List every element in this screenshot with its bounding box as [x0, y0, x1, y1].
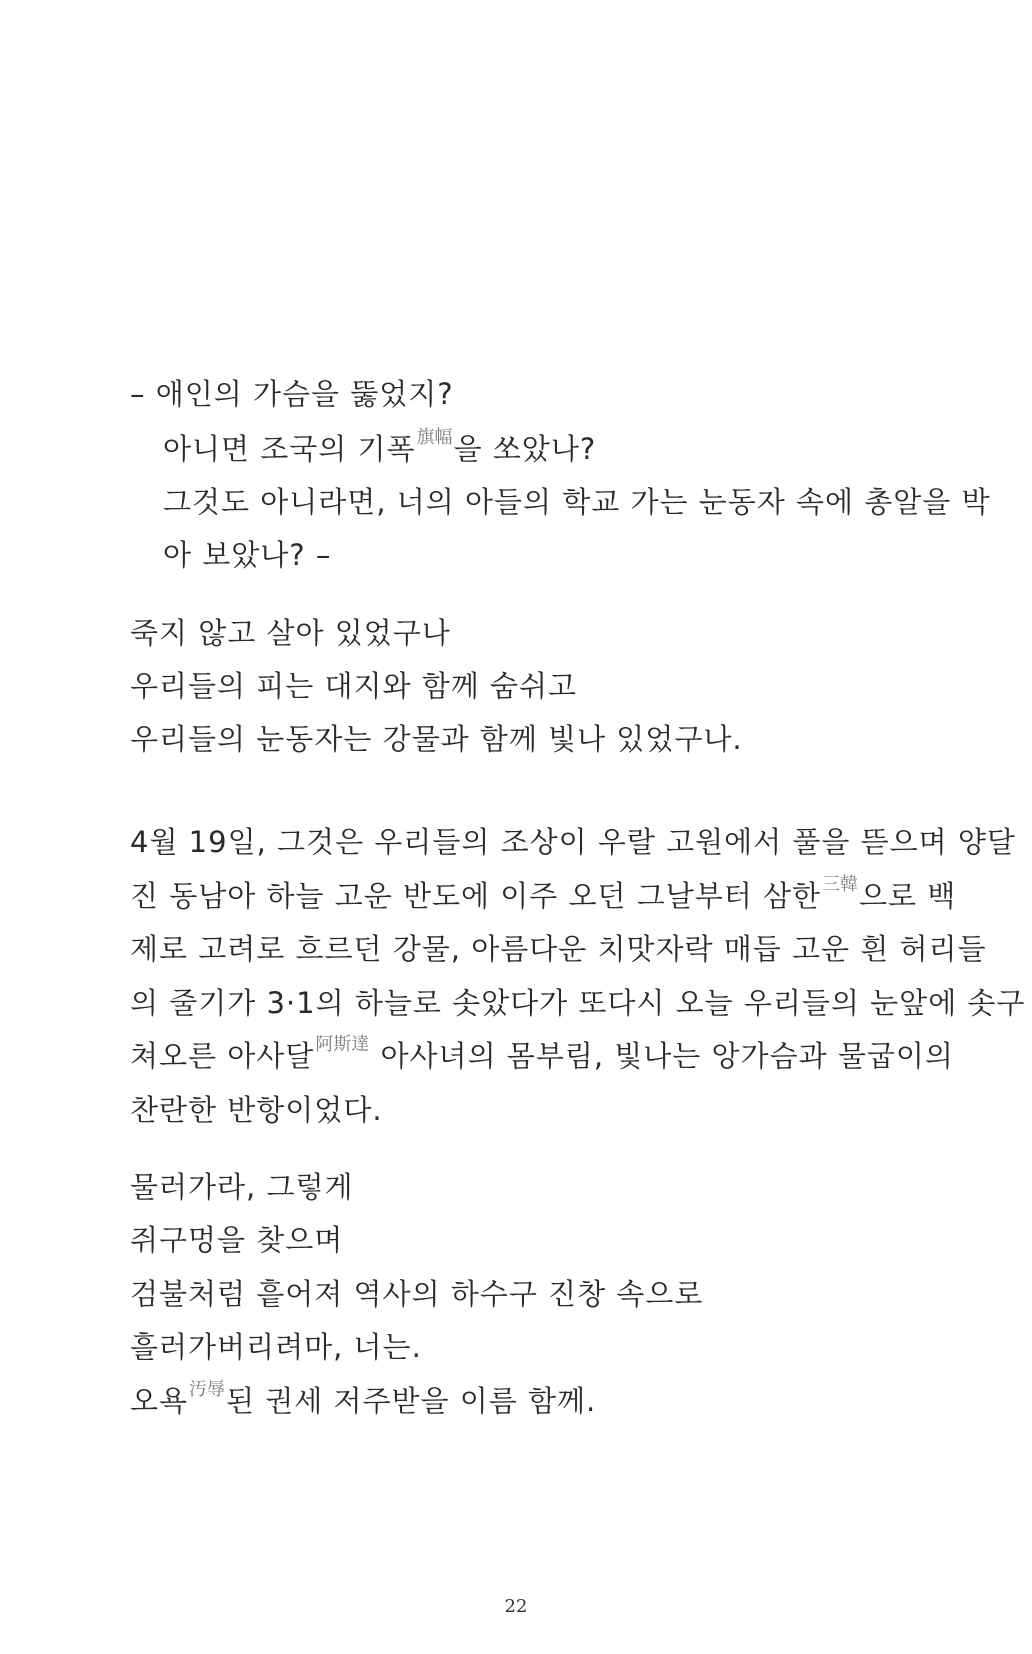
stanza2-line2: 우리들의 피는 대지와 함께 숨쉬고	[130, 669, 578, 703]
stanza3-line3: 제로 고려로 흐르던 강물, 아름다운 치맛자락 매듭 고운 흰 허리들	[130, 932, 987, 966]
stanza2-line1: 죽지 않고 살아 있었구나	[130, 616, 451, 650]
hanja-annotation: 阿斯達	[315, 1034, 370, 1055]
stanza1-line2: 아니면 조국의 기폭$^{旗幅}$을 쏘았나?	[163, 427, 597, 466]
stanza4-line1: 물러가라, 그렇게	[130, 1170, 354, 1204]
page-number: 22	[504, 1596, 528, 1617]
hanja-annotation: 三韓	[822, 874, 859, 895]
hanja-annotation: 旗幅	[416, 427, 453, 448]
stanza4-line3: 검불처럼 흩어져 역사의 하수구 진창 속으로	[130, 1277, 704, 1311]
stanza4-line2: 쥐구멍을 찾으며	[130, 1223, 344, 1257]
stanza3-line4: 의 줄기가 3·1의 하늘로 솟았다가 또다시 오늘 우리들의 눈앞에 솟구	[130, 986, 1026, 1020]
stanza3-line2: 진 동남아 하늘 고운 반도에 이주 오던 그날부터 삼한$^{三韓}$으로 백	[130, 874, 957, 913]
hanja-annotation: 汚辱	[189, 1379, 226, 1400]
stanza3-line1: 4월 19일, 그것은 우리들의 조상이 우랄 고원에서 풀을 뜯으며 양달	[130, 825, 1016, 859]
stanza1-line3: 그것도 아니라면, 너의 아들의 학교 가는 눈동자 속에 총알을 박	[163, 485, 991, 519]
stanza3-line5: 쳐오른 아사달$^{阿斯達}$ 아사녀의 몸부림, 빛나는 앙가슴과 물굽이의	[130, 1034, 954, 1073]
stanza3-line6: 찬란한 반항이었다.	[130, 1093, 383, 1127]
stanza4-line5: 오욕$^{汚辱}$된 권세 저주받을 이름 함께.	[130, 1379, 597, 1418]
stanza1-line1: – 애인의 가슴을 뚫었지?	[130, 377, 454, 411]
stanza4-line4: 흘러가버리려마, 너는.	[130, 1330, 422, 1364]
stanza2-line3: 우리들의 눈동자는 강물과 함께 빛나 있었구나.	[130, 722, 743, 756]
stanza1-line4: 아 보았나? –	[163, 538, 332, 572]
